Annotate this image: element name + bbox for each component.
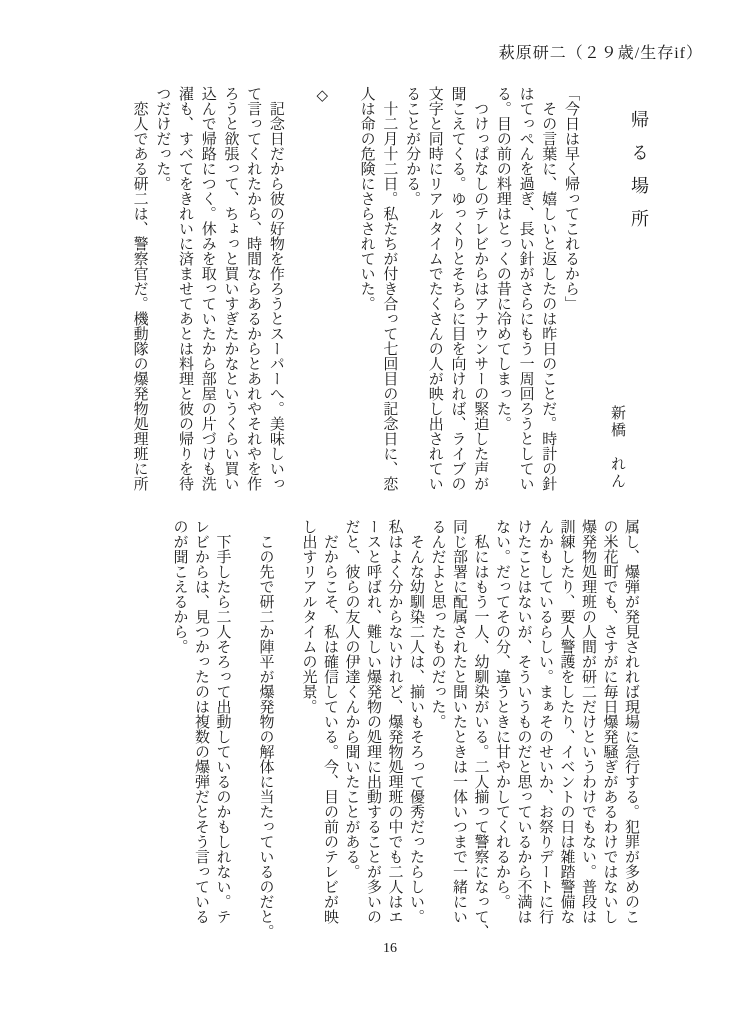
text-column-7: 文字と同時にリアルタイムでたくさんの人が映し出されてい: [426, 86, 443, 491]
text-column-10: るんだよと思ったものだった。: [429, 519, 446, 729]
text-column-4: る。目の前の料理はとっくの昔に冷めてしまった。: [494, 86, 511, 431]
text-column-20: 恋人である研二は、警察官だ。機動隊の爆発物処理班に所: [131, 86, 148, 491]
text-column-11: [332, 86, 355, 495]
text-column-15: だからこそ、私は確信している。今、目の前のテレビが映: [322, 519, 338, 924]
text-column-17: 込んで帰路につく。休みを取っていたから部屋の片づけも洗: [199, 86, 216, 491]
text-column-1: 属し、爆弾が発見されれば現場に急行する。犯罪が多めのこ: [623, 519, 639, 924]
text-column-8: ることが分かる。: [404, 86, 421, 206]
text-column-14: 記念日だから彼の好物を作ろうとスーパーへ。美味しいっ: [267, 86, 284, 491]
text-column-4: 訓練したり、要人警護をしたり、イベントの日は雑踏警備な: [558, 519, 575, 924]
text-column-7: ない。だってその分、違うときに甘やかしてくれるから。: [494, 519, 510, 909]
text-column-9: 同じ部署に配属されたと聞いたときは一体いつまで一緒にい: [451, 519, 467, 924]
text-column-6: 聞こえてくる。ゆっくりとそちらに目を向ければ、ライブの: [449, 86, 466, 491]
text-column-18: この先で研二か陣平が爆発物の解体に当たっているのだと。: [257, 519, 274, 939]
text-column-9: 十二月十二日。私たちが付き合って七回目の記念日に、恋: [381, 86, 398, 491]
text-column-3: 爆発物処理班の人間が研二だけというわけでもない。普段は: [580, 519, 596, 924]
text-column-21: レビからは、見つかったのは複数の爆弾だとそう言っている: [193, 519, 209, 924]
section-divider: ◇: [313, 86, 330, 104]
text-column-19: つだけだった。: [154, 86, 171, 191]
text-column-12: 私はよく分からないけれど、爆発物処理班の中でも二人はエ: [386, 519, 403, 924]
author-name: 新橋 れん: [609, 405, 625, 490]
text-column-6: けたことはないが、そういうものだと思っているから不満は: [515, 519, 532, 924]
text-column-2: の米花町でも、さすがに毎日爆発騒ぎがあるわけではないし: [601, 519, 618, 924]
text-column-13: ースと呼ばれ、難しい爆発物の処理に出動することが多いの: [365, 519, 381, 924]
text-column-8: 私にはもう一人、幼馴染がいる。二人揃って警察になって、: [472, 519, 489, 939]
text-column-22: のが聞こえるから。: [171, 519, 188, 654]
text-column-13: [287, 86, 310, 495]
text-column-15: て言ってくれたから、時間ならあるからとあれやそれやを作: [245, 86, 262, 491]
text-column-1: 「今日は早く帰ってこれるから」: [563, 86, 579, 311]
story-title: 帰る場所: [629, 110, 649, 242]
text-column-3: はてっぺんを過ぎ、長い針がさらにもう一周回ろうとしてい: [517, 86, 534, 491]
text-column-19: [233, 519, 255, 928]
text-column-10: 人は命の危険にさらされていた。: [358, 86, 375, 311]
text-column-5: んかもしているらしい。まぁそのせいか、お祭りデートに行: [537, 519, 553, 924]
text-column-16: ろうと欲張って、ちょっと買いすぎたかなというくらい買い: [222, 86, 239, 491]
text-column-14: だと、彼らの友人の伊達くんから聞いたことがある。: [343, 519, 360, 879]
bottom-text-block: [168, 519, 641, 939]
top-text-block: [128, 86, 582, 495]
text-column-11: そんな幼馴染二人は、揃いもそろって優秀だったらしい。: [408, 519, 424, 924]
text-column-17: [276, 519, 298, 928]
page-header: 萩原研二（２９歳/生存if）: [498, 45, 703, 62]
text-column-2: その言葉に、嬉しいと返したのは昨日のことだ。時計の針: [540, 86, 557, 491]
text-column-5: つけっぱなしのテレビからはアナウンサーの緊迫した声が: [472, 86, 489, 491]
text-column-18: 濯も、すべてをきれいに済ませてあとは料理と彼の帰りを待: [177, 86, 194, 491]
text-column-20: 下手したら二人そろって出動しているのかもしれない。テ: [214, 519, 231, 924]
text-column-16: し出すリアルタイムの光景。: [300, 519, 317, 714]
page-number: 16: [383, 941, 397, 956]
